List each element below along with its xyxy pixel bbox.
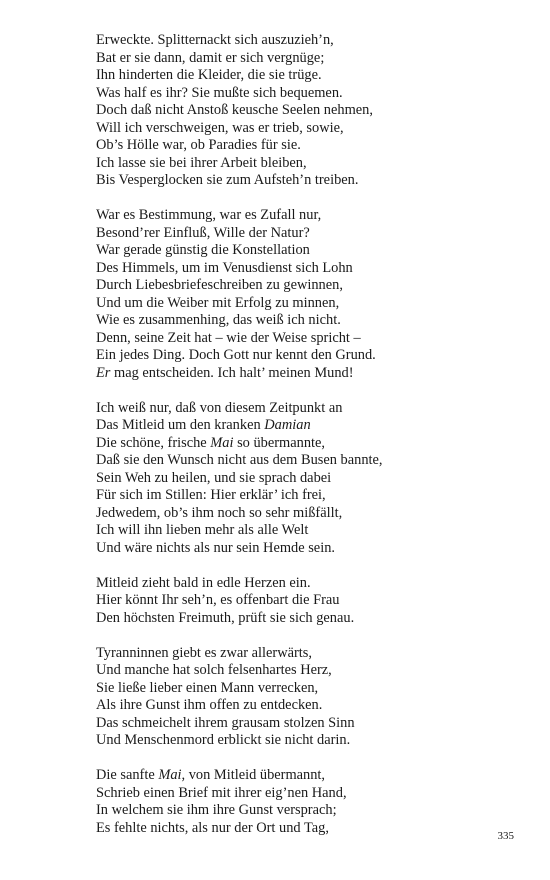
verse-line: Mitleid zieht bald in edle Herzen ein. — [96, 574, 311, 591]
verse-line: Denn, seine Zeit hat – wie der Weise spricht – — [96, 329, 361, 346]
verse-line: In welchem sie ihm ihre Gunst versprach; — [96, 802, 337, 818]
verse-line: Daß sie den Wunsch nicht aus dem Busen bannte, — [96, 452, 383, 468]
verse-line: Was half es ihr? Sie mußte sich bequemen. — [96, 84, 343, 101]
verse-line: Und um die Weiber mit Erfolg zu minnen, — [96, 294, 340, 311]
verse-line: Und wäre nichts als nur sein Hemde sein. — [96, 539, 335, 556]
verse-line: Er mag entscheiden. Ich halt’ meinen Mund! — [96, 364, 354, 381]
page-number: 335 — [497, 830, 514, 842]
verse-line: War es Bestimmung, war es Zufall nur, — [96, 207, 322, 223]
stanza — [96, 32, 516, 190]
verse-line: Und Menschenmord erblickt sie nicht darin. — [96, 732, 351, 748]
verse-line: Bis Vesperglocken sie zum Aufsteh’n treiben. — [96, 172, 359, 188]
verse-line: Durch Liebesbriefeschreiben zu gewinnen, — [96, 277, 343, 293]
verse-line: Ich weiß nur, daß von diesem Zeitpunkt an — [96, 399, 343, 416]
verse-line: War gerade günstig die Konstellation — [96, 242, 310, 258]
stanza — [96, 575, 516, 628]
verse-line: Ich will ihn lieben mehr als alle Welt — [96, 522, 309, 538]
verse-line: Sein Weh zu heilen, und sie sprach dabei — [96, 469, 332, 486]
verse-line: Sie ließe lieber einen Mann verrecken, — [96, 679, 319, 696]
verse-line: Ob’s Hölle war, ob Paradies für sie. — [96, 137, 301, 153]
verse-line: Die sanfte Mai, von Mitleid übermannt, — [96, 767, 326, 783]
verse-line: Die schöne, frische Mai so übermannte, — [96, 434, 325, 451]
verse-line: Doch daß nicht Anstoß keusche Seelen nehmen, — [96, 102, 373, 118]
verse-line: Will ich verschweigen, was er trieb, sowie, — [96, 119, 344, 136]
verse-line: Bat er sie dann, damit er sich vergnüge; — [96, 49, 325, 66]
verse-line: Jedwedem, ob’s ihm noch so sehr mißfällt, — [96, 504, 343, 521]
verse-line: Besond’rer Einfluß, Wille der Natur? — [96, 224, 310, 241]
stanza — [96, 400, 516, 558]
verse-line: Ich lasse sie bei ihrer Arbeit bleiben, — [96, 154, 307, 171]
stanza — [96, 207, 516, 382]
verse-line: Hier könnt Ihr seh’n, es offenbart die Frau — [96, 592, 340, 608]
verse-line: Wie es zusammenhing, das weiß ich nicht. — [96, 312, 341, 328]
verse-line: Den höchsten Freimuth, prüft sie sich genau. — [96, 609, 355, 626]
verse-line: Für sich im Stillen: Hier erklär’ ich frei, — [96, 487, 326, 503]
verse-line: Ihn hinderten die Kleider, die sie trüge. — [96, 67, 322, 83]
verse-line: Des Himmels, um im Venusdienst sich Lohn — [96, 259, 353, 276]
verse-line: Und manche hat solch felsenhartes Herz, — [96, 662, 332, 678]
verse-line: Schrieb einen Brief mit ihrer eig’nen Hand, — [96, 784, 347, 801]
verse-line: Ein jedes Ding. Doch Gott nur kennt den Grund. — [96, 347, 376, 363]
verse-line: Das schmeichelt ihrem grausam stolzen Sinn — [96, 714, 355, 731]
stanza — [96, 645, 516, 750]
poem-text — [96, 32, 516, 855]
verse-line: Als ihre Gunst ihm offen zu entdecken. — [96, 697, 323, 713]
verse-line: Tyranninnen giebt es zwar allerwärts, — [96, 644, 312, 661]
stanza — [96, 767, 516, 837]
verse-line: Das Mitleid um den kranken Damian — [96, 417, 311, 433]
verse-line: Es fehlte nichts, als nur der Ort und Tag, — [96, 819, 329, 836]
verse-line: Erweckte. Splitternackt sich auszuzieh’n, — [96, 32, 334, 48]
